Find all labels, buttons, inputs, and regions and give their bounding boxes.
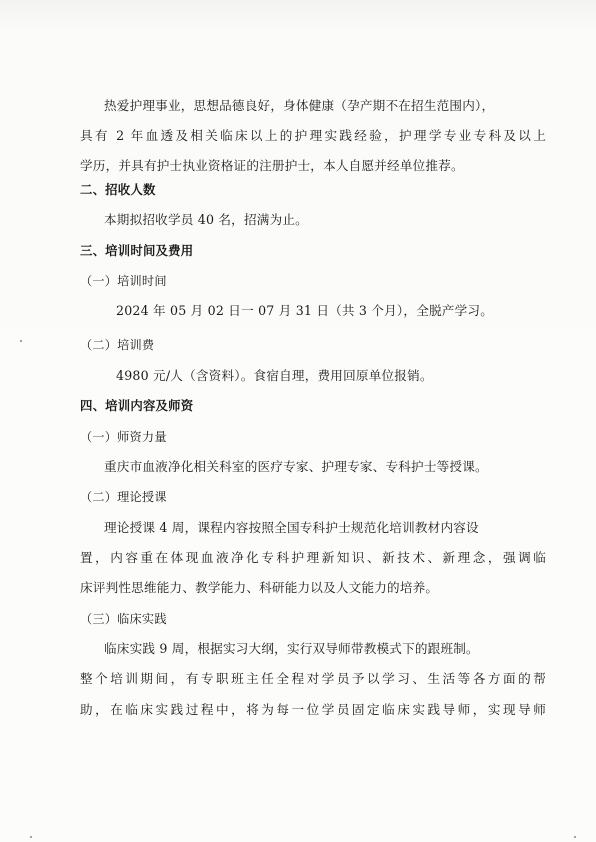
- section-3-sub-1-label: （一）培训时间: [80, 274, 167, 288]
- section-4-sub-3-line-2: 整个培训期间，有专职班主任全程对学员予以学习、生活等各方面的帮: [80, 671, 546, 686]
- scan-speck: [574, 836, 576, 838]
- scan-speck: [20, 340, 22, 342]
- section-3-sub-1-text: 2024 年 05 月 02 日一 07 月 31 日（共 3 个月），全脱产学习。: [116, 303, 493, 318]
- intro-line-1: 热爱护理事业，思想品德良好，身体健康（孕产期不在招生范围内），: [104, 98, 495, 113]
- section-4-sub-1-text: 重庆市血液净化相关科室的医疗专家、护理专家、专科护士等授课。: [104, 459, 488, 474]
- section-4-heading: 四、培训内容及师资: [80, 398, 194, 413]
- section-4-sub-2-label: （二）理论授课: [80, 490, 167, 504]
- section-2-text: 本期拟招收学员 40 名，招满为止。: [104, 212, 308, 227]
- section-3-sub-2-text: 4980 元/人（含资料）。食宿自理，费用回原单位报销。: [116, 368, 433, 383]
- section-4-sub-3-line-3: 助，在临床实践过程中，将为每一位学员固定临床实践导师，实现导师: [80, 702, 546, 717]
- section-3-sub-2-label: （二）培训费: [80, 338, 155, 352]
- section-4-sub-2-line-1: 理论授课 4 周，课程内容按照全国专科护士规范化培训教材内容设: [104, 520, 479, 535]
- scan-speck: [30, 836, 32, 838]
- section-3-heading: 三、培训时间及费用: [80, 243, 194, 258]
- section-4-sub-2-line-2: 置，内容重在体现血液净化专科护理新知识、新技术、新理念，强调临: [80, 550, 546, 565]
- section-4-sub-3-line-1: 临床实践 9 周，根据实习大纲，实行双导师带教模式下的跟班制。: [104, 641, 479, 656]
- section-4-sub-3-label: （三）临床实践: [80, 612, 167, 626]
- section-4-sub-1-label: （一）师资力量: [80, 430, 167, 444]
- section-2-heading: 二、招收人数: [80, 182, 156, 197]
- intro-line-3: 学历，并具有护士执业资格证的注册护士，本人自愿并经单位推荐。: [80, 158, 464, 173]
- section-4-sub-2-line-3: 床评判性思维能力、教学能力、科研能力以及人文能力的培养。: [80, 580, 439, 595]
- intro-line-2: 具有 2 年血透及相关临床以上的护理实践经验，护理学专业专科及以上: [80, 128, 546, 143]
